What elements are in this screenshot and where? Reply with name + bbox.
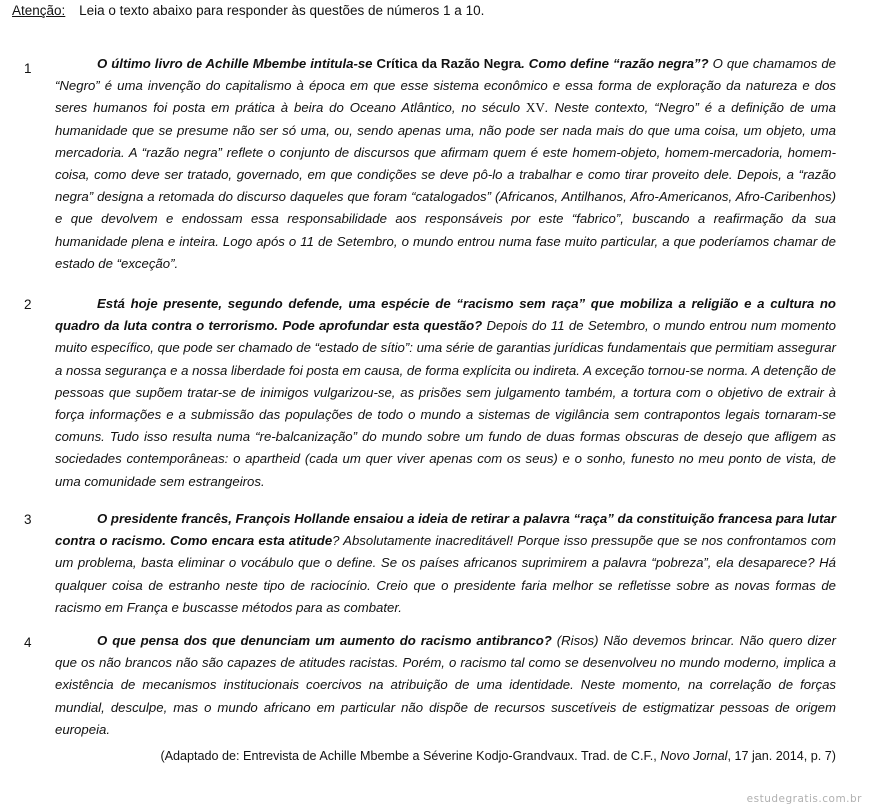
paragraph-number: 2 [24, 297, 32, 312]
question-text: O que pensa dos que denunciam um aumento do racismo antibranco? [97, 633, 552, 648]
paragraph-4 [55, 630, 836, 741]
paragraph-2 [55, 293, 836, 493]
source-citation [160, 747, 836, 765]
question-text: . Como define “razão negra”? [521, 56, 709, 71]
paragraph-1 [55, 53, 836, 275]
paragraph-3 [55, 508, 836, 619]
citation-suffix: , 17 jan. 2014, p. 7) [727, 749, 836, 763]
paragraph-number: 3 [24, 512, 32, 527]
instruction-text: Leia o texto abaixo para responder às questões de números 1 a 10. [79, 3, 485, 18]
answer-text: . Neste contexto, “Negro” é a definição de uma humanidade que se presume não ser só uma, ou, sendo apenas uma, não pode ser nada mais do que uma coisa, um objeto, uma mercadoria. A “razão negra” reflete o conjunto de discursos que afirmam quem é este homem-objeto, homem-mercadoria, homem-coisa, como deve ser tratado, governado, em que condições se deve pô-lo a trabalhar e como tirar proveito dele. Depois, a “razão negra” designa a retomada do discurso daqueles que foram “catalogados” (Africanos, Antilhanos, Afro-Americanos, Afro-Caribenhos) e que devolvem e endossam essa responsabilidade aos responsáveis por este “fabrico”, buscando a reafirmação da sua humanidade plena e inteira. Logo após o 11 de Setembro, o mundo entrou numa fase muito particular, a que poderíamos chamar de estado de “exceção”. [55, 100, 837, 271]
question-text: O presidente francês, François Hollande ensaiou a ideia de retirar a palavra “raça” da constituição francesa para lutar contra o racismo. Como encara esta atitude [55, 511, 836, 549]
question-text: Está hoje presente, segundo defende, uma espécie de “racismo sem raça” que mobiliza a religião e a cultura no quadro da luta contra o terrorismo. Pode aprofundar esta questão? [55, 296, 836, 334]
journal-name: Novo Jornal [660, 749, 728, 763]
citation-prefix: (Adaptado de: Entrevista de Achille Mbembe a Séverine Kodjo-Grandvaux. Trad. de C.F., [160, 749, 661, 763]
question-text: O último livro de Achille Mbembe intitula-se [97, 56, 377, 71]
paragraph-number: 4 [24, 635, 32, 650]
answer-text: Depois do 11 de Setembro, o mundo entrou num momento muito específico, que pode ser chamado de “estado de sítio”: uma série de garantias jurídicas fundamentais que permitiam assegurar a nossa segurança e a nossa liberdade foi posta em causa, de forma explícita ou indireta. A exceção tornou-se norma. A detenção de pessoas que supõem tratar-se de inimigos vulgarizou-se, as prisões sem julgamento também, a tortura com o objetivo de extrair à força informações e a submissão das populações de todo o mundo a sistemas de vigilância sem contrapontos legais tornaram-se comuns. Tudo isso resulta numa “re-balcanização” do mundo sobre um fundo de duas formas obscuras de desejo que afligem as sociedades contemporâneas: o apartheid (cada um quer viver apenas com os seus) e o sonho, funesto no meu ponto de vista, de uma comunidade sem estrangeiros. [55, 318, 836, 489]
book-title: Crítica da Razão Negra [376, 56, 522, 71]
instruction-line [12, 2, 484, 20]
answer-text: O que chamamos de “Negro” é uma invenção do capitalismo à época em que esse sistema econômico e essa forma de exploração da natureza e dos seres humanos foi posta em prática à beira do Oceano Atlântico, no século [55, 56, 836, 116]
answer-text: ? Absolutamente inacreditável! Porque isso pressupõe que se nos confrontamos com um problema, basta eliminar o vocábulo que o define. Se os países africanos suprimirem a palavra “pobreza”, ela desaparece? Há qualquer coisa de estranho neste tipo de raciocínio. Creio que o presidente faria melhor se refletisse sobre as novas formas de racismo em França e buscasse métodos para as combater. [55, 533, 836, 615]
paragraph-number: 1 [24, 61, 32, 76]
answer-text: (Risos) Não devemos brincar. Não quero dizer que os não brancos não são capazes de atitudes racistas. Porém, o racismo tal como se desenvolveu no mundo moderno, implica a existência de mecanismos institucionais coercivos na atribuição de uma identidade. Neste momento, na correlação de forças mundial, desculpe, mas o mundo africano em particular não dispõe de recursos suscetíveis de estigmatizar pessoas de origem europeia. [55, 633, 836, 737]
site-watermark: estudegratis.com.br [746, 793, 862, 805]
century-numeral: XV [525, 100, 545, 116]
instruction-label: Atenção: [12, 3, 66, 18]
